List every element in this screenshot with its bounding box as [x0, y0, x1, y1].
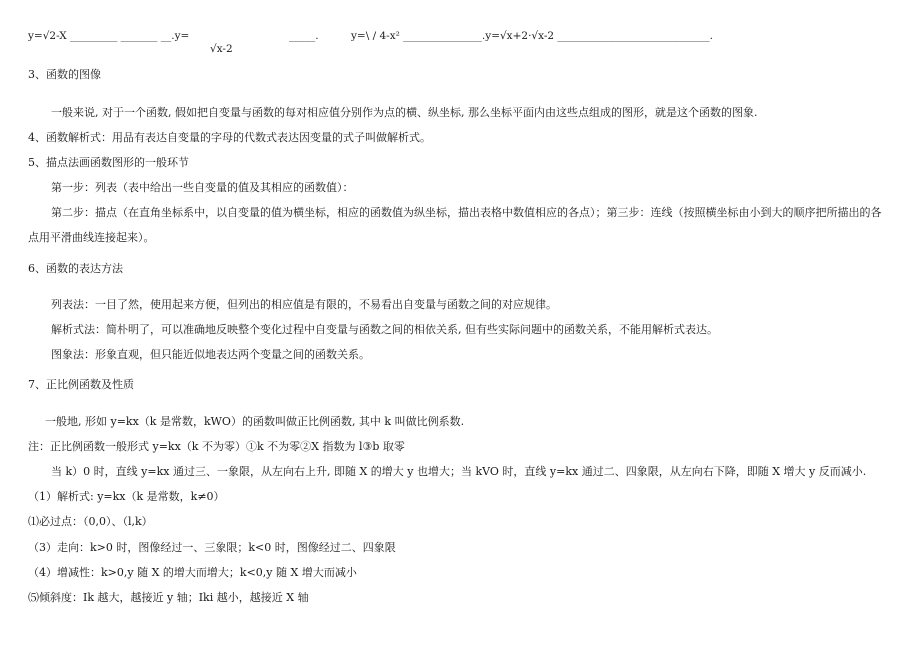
section-7-heading: 7、正比例函数及性质	[28, 378, 134, 391]
note: 注：正比例函数一般形式 y=kx（k 不为零）①k 不为零②X 指数为 l③b 取零	[28, 440, 405, 453]
property-2: ⑴必过点：（0,0）、（l,k）	[28, 515, 153, 528]
section-3-heading: 3、函数的图像	[28, 68, 101, 81]
section-5-heading: 5、描点法画函数图形的一般环节	[28, 156, 189, 169]
analytic-method: 解析式法：简朴明了，可以准确地反映整个变化过程中自变量与函数之间的相依关系, 但有些实际问题中的函数关系，不能用解析式表达。	[51, 323, 718, 336]
section-3-text: 一般来说, 对于一个函数, 假如把自变量与函数的每对相应值分别作为点的横、纵坐标, 那么坐标平面内由这些点组成的图形，就是这个函数的图象.	[51, 106, 758, 119]
step-1: 第一步：列表（表中给出一些自变量的值及其相应的函数值）：	[51, 181, 354, 194]
property-3: （3）走向：k>0 时，图像经过一、三象限；k<0 时，图像经过二、四象限	[28, 541, 396, 554]
section-4-text: 4、函数解析式：用品有表达自变量的字母的代数式表达因变量的式子叫做解析式。	[28, 131, 431, 144]
step-2-line-1: 第二步：描点（在直角坐标系中，以自变量的值为横坐标，相应的函数值为纵坐标，描出表格中数值相应的各点）；第三步：连线（按照横坐标由小到大的顺序把所描出的各	[51, 206, 882, 219]
graph-method: 图象法：形象直观，但只能近似地表达两个变量之间的函数关系。	[51, 348, 370, 361]
list-method: 列表法：一目了然，使用起来方便，但列出的相应值是有限的，不易看出自变量与函数之间的对应规律。	[51, 298, 557, 311]
section-6-heading: 6、函数的表达方法	[28, 262, 123, 275]
formula-sqrt-2-x: y=√2-X _________ _______ __.y=	[28, 30, 190, 42]
formula-denominator: √x-2	[210, 43, 233, 55]
step-2-line-2: 点用平滑曲线连接起来）。	[28, 231, 155, 244]
property-5: ⑸倾斜度：Ik 越大，越接近 y 轴；Iki 越小，越接近 X 轴	[28, 591, 309, 604]
formula-sqrt-4-x2: y=\ / 4-x² _______________.y=√x+2·√x-2 _____________________________.	[351, 30, 714, 42]
definition: 一般地, 形如 y=kx（k 是常数，kWO）的函数叫做正比例函数, 其中 k 叫做比例系数.	[45, 415, 465, 428]
property-4: （4）增减性：k>0,y 随 X 的增大而增大；k<0,y 随 X 增大而减小	[28, 566, 357, 579]
property-1: （1）解析式: y=kx（k 是常数，k≠0）	[28, 490, 225, 503]
formula-blank: _____.	[289, 30, 319, 42]
when-k-sign: 当 k）0 时，直线 y=kx 通过三、一象限，从左向右上升, 即随 X 的增大 y 也增大；当 kVO 时，直线 y=kx 通过二、四象限，从左向右下降，即随 X 增大 y 反而减小.	[51, 465, 867, 478]
